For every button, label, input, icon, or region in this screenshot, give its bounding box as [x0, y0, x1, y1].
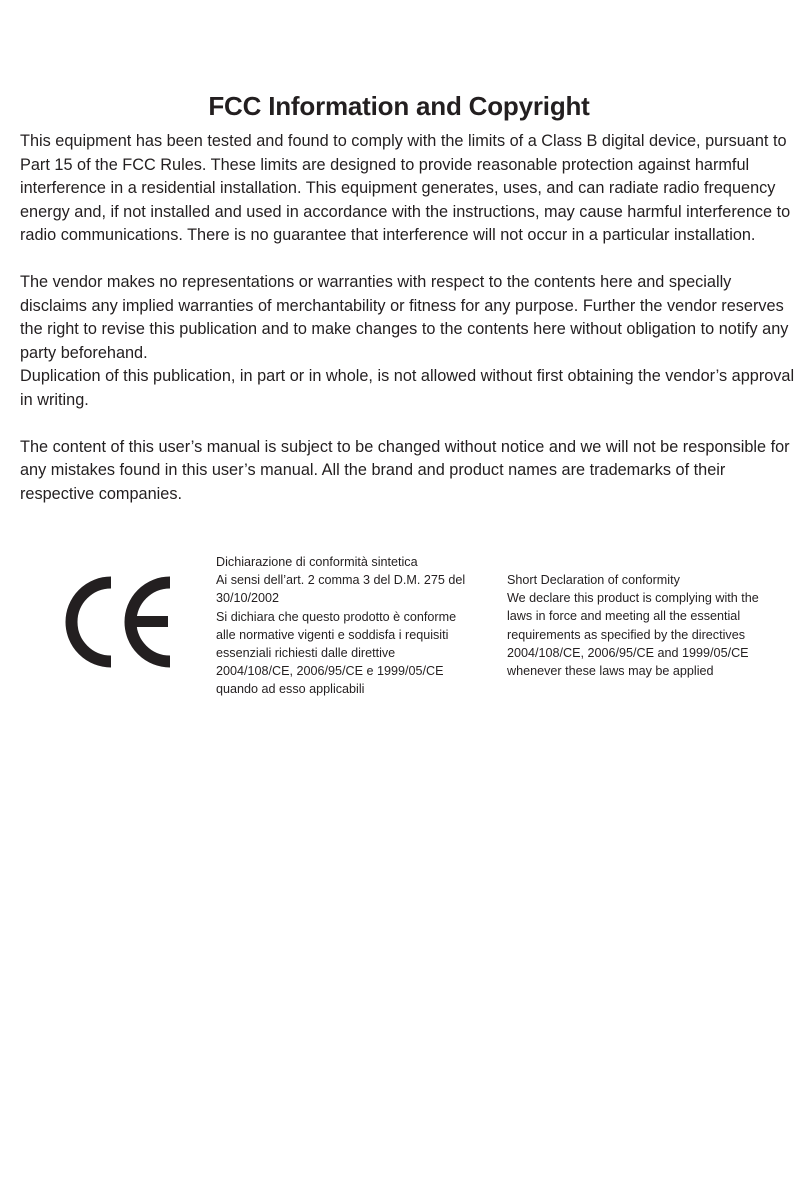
declaration-italian-line: 2004/108/CE, 2006/95/CE e 1999/05/CE — [216, 664, 444, 679]
ce-mark-e-bar — [136, 616, 168, 627]
warranty-disclaimer-paragraph: The vendor makes no representations or warranties with respect to the contents here and specially disclaims any implied warranties of merchantability or fitness for any purpose. Further the vendor reserves the right to revise this publication and to make changes to the contents here without obligation to notify any party beforehand. — [20, 273, 789, 362]
declaration-italian-line: 30/10/2002 — [216, 591, 280, 606]
page-title: FCC Information and Copyright — [208, 91, 590, 121]
fcc-compliance-paragraph: This equipment has been tested and found to comply with the limits of a Class B digital device, pursuant to Part 15 of the FCC Rules. These limits are designed to provide reasonable protection against harmful interference in a residential installation. This equipment generates, uses, and can radiate radio frequency energy and, if not installed and used in accordance with the instructions, may cause harmful interference to radio communications. There is no guarantee that interference will not occur in a particular installation. — [20, 132, 791, 244]
duplication-notice-paragraph: Duplication of this publication, in part or in whole, is not allowed without first obtaining the vendor’s approval in writing. — [20, 367, 795, 409]
declaration-italian — [216, 553, 498, 699]
paragraph-spacer — [20, 248, 800, 272]
declaration-english-line: We declare this product is complying with the — [507, 591, 759, 606]
ce-mark-c — [72, 583, 112, 662]
declaration-italian-line: Ai sensi dell’art. 2 comma 3 del D.M. 275 del — [216, 573, 466, 588]
declaration-italian-line: Si dichiara che questo prodotto è conforme — [216, 609, 457, 624]
declaration-italian-heading: Dichiarazione di conformità sintetica — [216, 555, 418, 569]
body-text — [20, 130, 800, 506]
declaration-english-line: laws in force and meeting all the essential — [507, 609, 741, 624]
declaration-italian-line: alle normative vigenti e soddisfa i requisiti — [216, 627, 449, 642]
declaration-italian-line: quando ad esso applicabili — [216, 682, 365, 697]
declaration-english-heading: Short Declaration of conformity — [507, 573, 680, 587]
declaration-english-line: 2004/108/CE, 2006/95/CE and 1999/05/CE — [507, 645, 749, 660]
ce-mark-icon — [58, 574, 176, 670]
declaration-english — [507, 571, 799, 680]
paragraph-spacer — [20, 412, 800, 436]
declaration-english-line: requirements as specified by the directives — [507, 627, 745, 642]
declaration-english-line: whenever these laws may be applied — [507, 664, 714, 679]
declaration-italian-line: essenziali richiesti dalle direttive — [216, 646, 396, 661]
content-change-paragraph: The content of this user’s manual is subject to be changed without notice and we will not be responsible for any mistakes found in this user’s manual. All the brand and product names are trademarks of their respective companies. — [20, 437, 790, 503]
